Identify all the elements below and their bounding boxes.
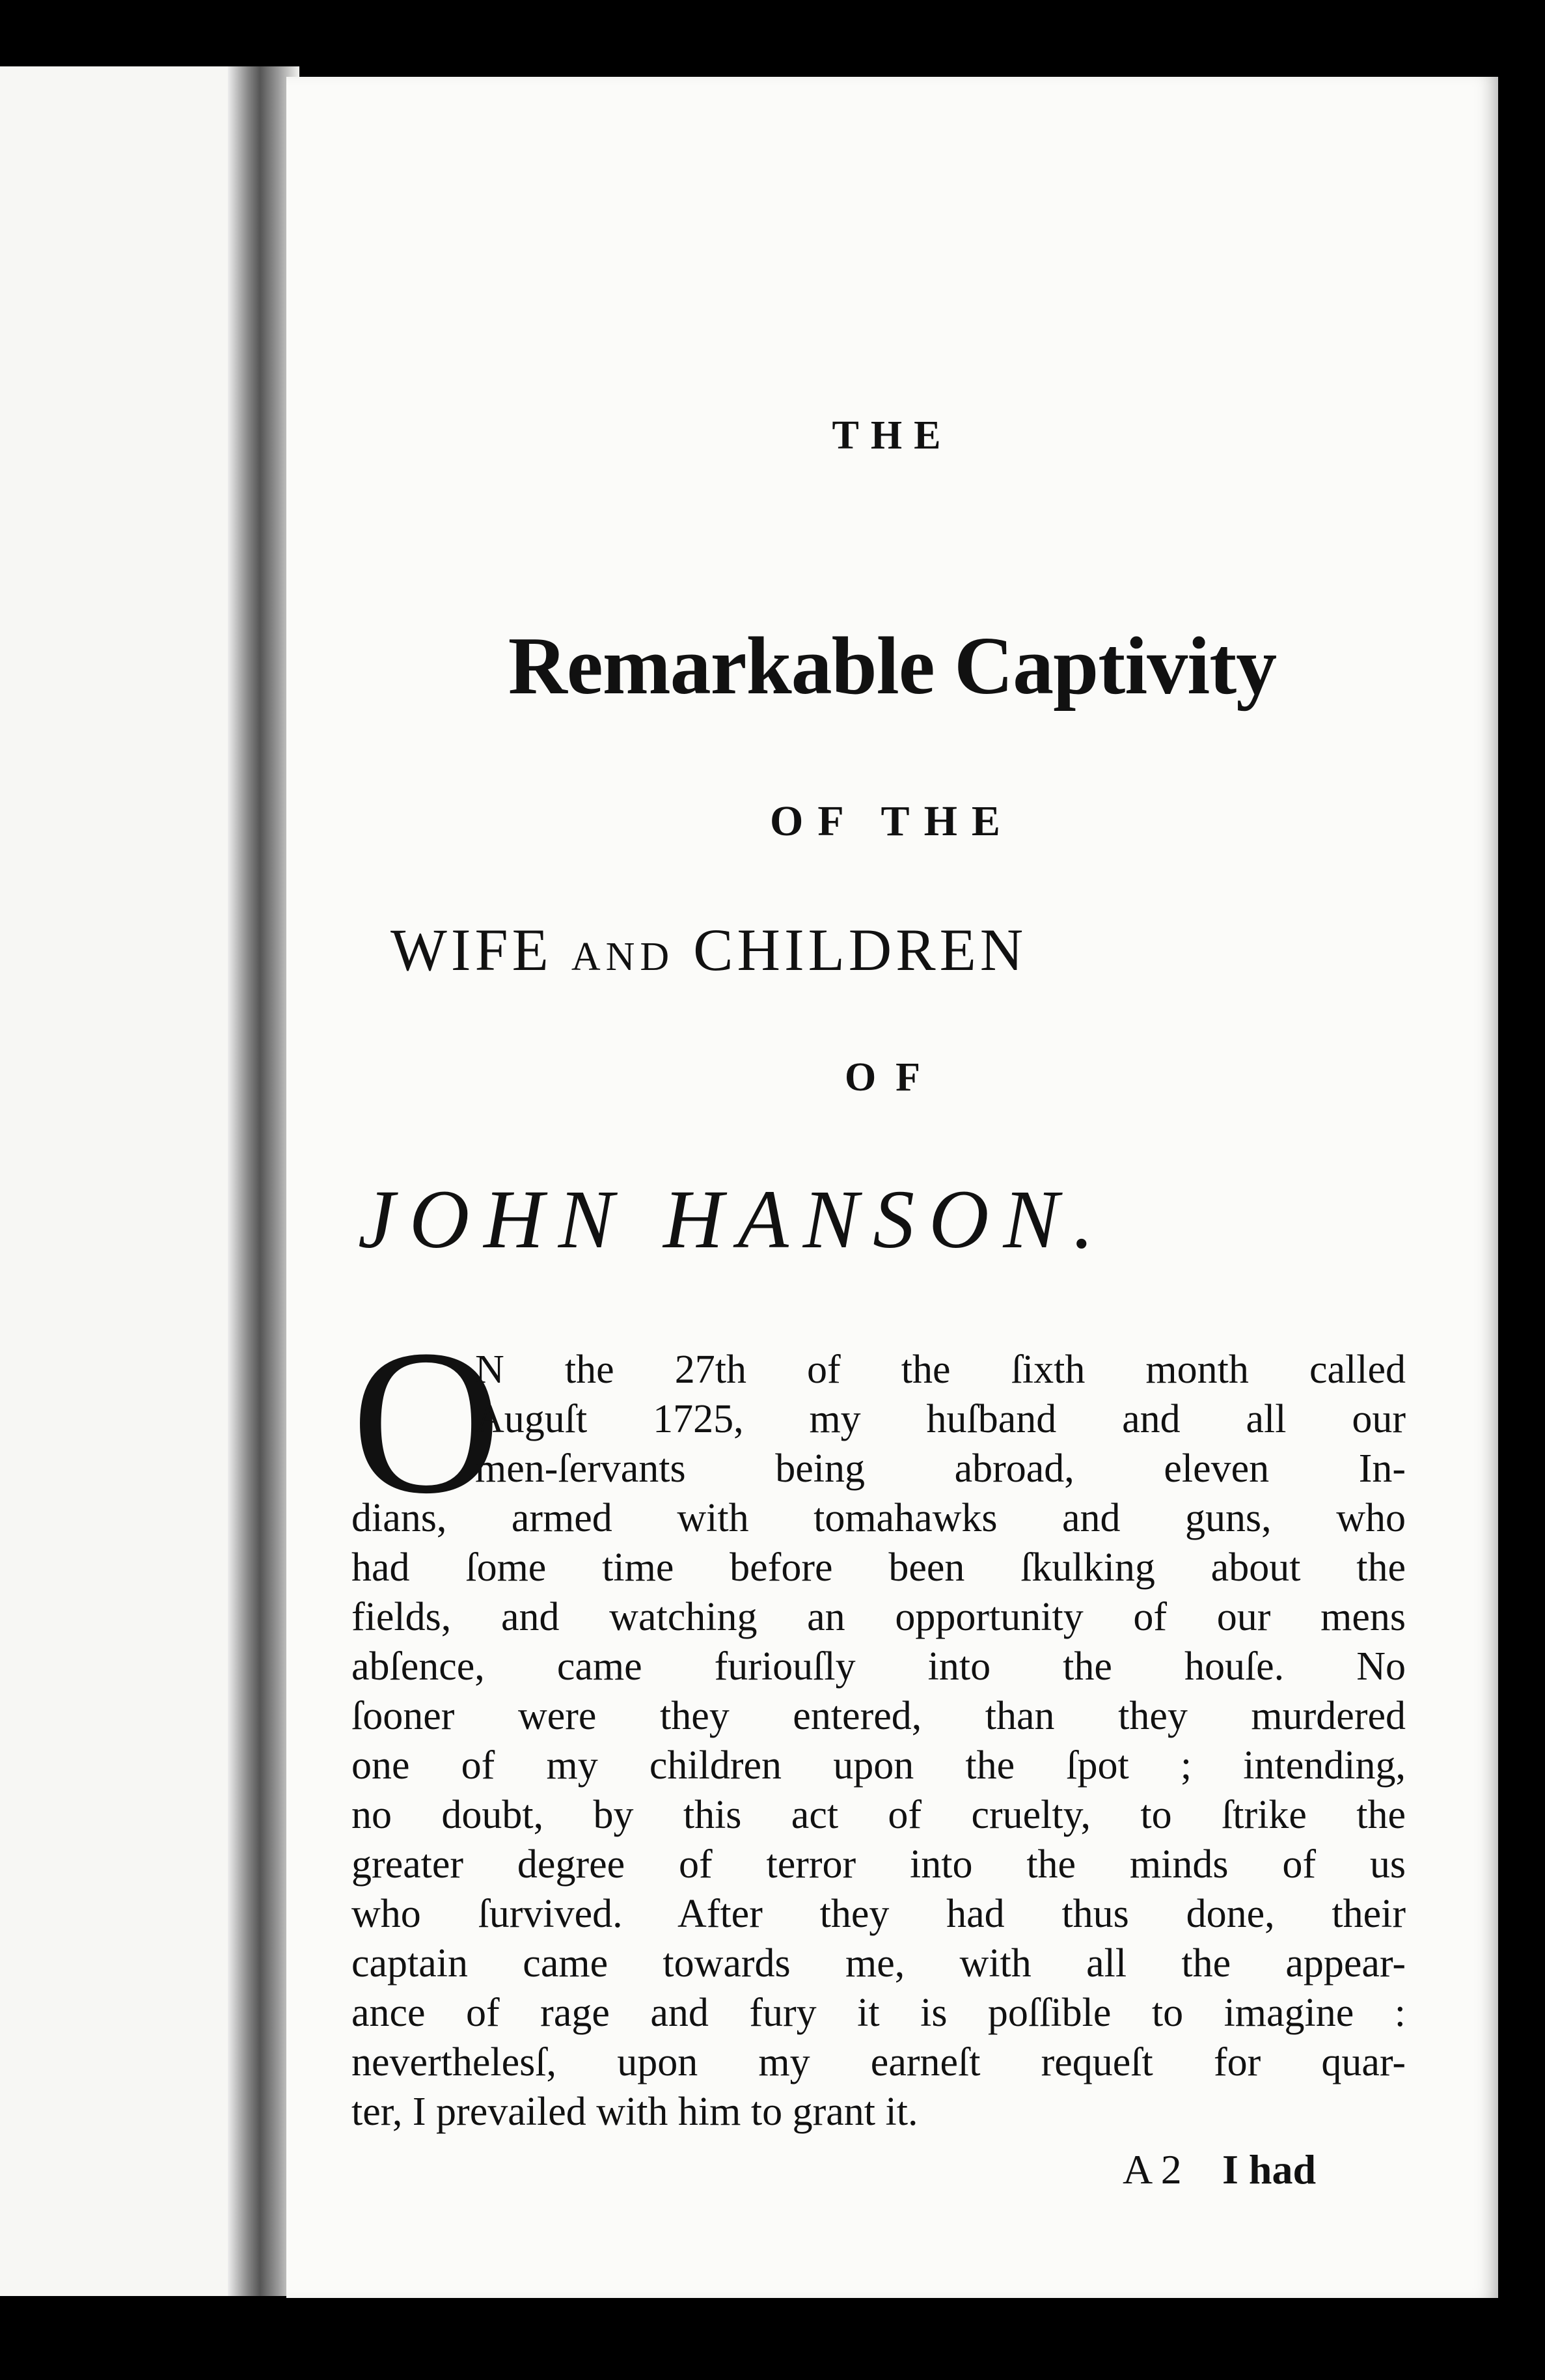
title-main: Remarkable Captivity [508,621,1277,712]
drop-cap: O [351,1307,501,1536]
title-and-word: AND [571,935,675,979]
body-line-2: Auguſt 1725, my huſband and all our [475,1397,1406,1441]
body-line-13: captain came towards me, with all the appear- [351,1941,1406,1986]
signature-mark: A 2 [1123,2146,1182,2193]
title-of: OF [844,1055,940,1100]
body-line-12: who ſurvived. After they had thus done, their [351,1892,1406,1936]
body-line-10: no doubt, by this act of cruelty, to ſtrike the [351,1793,1406,1837]
body-line-8: ſooner were they entered, than they murdered [351,1694,1406,1738]
title-name: JOHN HANSON. [358,1173,1108,1266]
previous-page [0,66,247,2296]
body-line-3: men-ſervants being abroad, eleven In- [475,1446,1406,1491]
body-line-6: fields, and watching an opportunity of our mens [351,1595,1406,1639]
body-line-1: N the 27th of the ſixth month called [475,1348,1406,1392]
body-line-9: one of my children upon the ſpot ; intending, [351,1743,1406,1788]
title-wife-and-children [390,915,1497,984]
body-line-16: ter, I prevailed with him to grant it. [351,2090,918,2134]
body-line-11: greater degree of terror into the minds of us [351,1842,1406,1887]
title-of-the: OF THE [770,797,1015,845]
body-line-15: neverthelesſ, upon my earneſt requeſt for quar- [351,2040,1406,2084]
catchword: I had [1222,2146,1317,2193]
body-line-7: abſence, came furiouſly into the houſe. No [351,1644,1406,1689]
title-the: THE [832,413,953,458]
body-line-14: ance of rage and fury it is poſſible to imagine : [351,1991,1406,2035]
body-line-4: dians, armed with tomahawks and guns, who [351,1496,1406,1540]
body-line-5: had ſome time before been ſkulking about the [351,1545,1406,1590]
title-children-word: CHILDREN [693,917,1028,983]
title-wife-word: WIFE [390,917,553,983]
title-page [286,77,1498,2298]
